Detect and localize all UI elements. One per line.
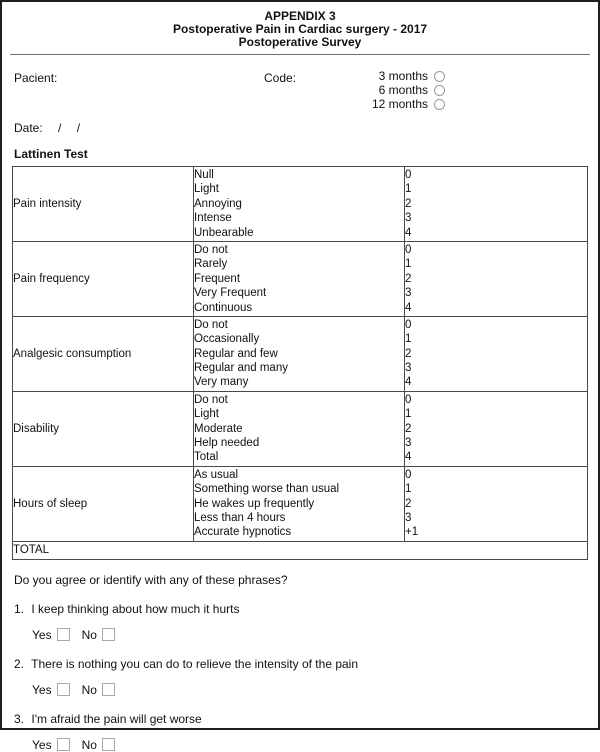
- question-text: There is nothing you can do to relieve the intensity of the pain: [31, 656, 359, 671]
- option-label: Null: [194, 169, 214, 181]
- code-options-group: [364, 69, 445, 111]
- row-category: Pain frequency: [13, 241, 194, 316]
- option-label: As usual: [194, 468, 239, 481]
- row-scores: [405, 241, 588, 316]
- option-label: Help needed: [194, 437, 260, 450]
- row-scores: [405, 167, 588, 242]
- question-1: [14, 602, 586, 616]
- row-scores: [405, 316, 588, 391]
- no-label: No: [81, 737, 97, 752]
- row-category: Pain intensity: [13, 167, 194, 242]
- option-label: Annoying: [194, 197, 242, 210]
- question-3-yes-checkbox[interactable]: [57, 738, 70, 751]
- question-1-answers: [32, 628, 586, 642]
- date-separator: /: [76, 121, 81, 135]
- option-label: Occasionally: [194, 333, 260, 346]
- option-score: 1: [405, 408, 412, 421]
- option-score: 0: [405, 169, 412, 181]
- option-label: Do not: [194, 243, 228, 256]
- question-3-answers: [32, 738, 586, 752]
- question-2-answers: [32, 683, 586, 697]
- question-2-no-checkbox[interactable]: [102, 683, 115, 696]
- document-header: [2, 10, 598, 49]
- option-label: Very Frequent: [194, 287, 267, 300]
- option-label: Very many: [194, 376, 249, 389]
- option-label: Regular and many: [194, 362, 288, 375]
- option-score: 4: [405, 376, 412, 389]
- row-options: [194, 167, 405, 242]
- row-category: Hours of sleep: [13, 466, 194, 541]
- radio-3-months[interactable]: [434, 71, 445, 82]
- questions-section: [14, 573, 586, 752]
- option-label: Light: [194, 408, 219, 421]
- option-label: He wakes up frequently: [194, 497, 315, 510]
- option-label: Unbearable: [194, 226, 254, 239]
- document-subtitle: Postoperative Survey: [238, 35, 362, 49]
- radio-12-months[interactable]: [434, 99, 445, 110]
- option-score: 3: [405, 362, 412, 375]
- question-2: [14, 657, 586, 671]
- option-label: Continuous: [194, 301, 253, 314]
- question-3: [14, 712, 586, 726]
- option-score: 0: [405, 468, 412, 481]
- radio-6-months[interactable]: [434, 85, 445, 96]
- question-3-no-checkbox[interactable]: [102, 738, 115, 751]
- option-label: Do not: [194, 393, 228, 406]
- document-title: Postoperative Pain in Cardiac surgery - 2017: [172, 22, 428, 36]
- table-row-hours-of-sleep: [13, 466, 588, 541]
- row-options: [194, 466, 405, 541]
- code-option-6-months: [364, 83, 445, 97]
- option-score: 0: [405, 393, 412, 406]
- option-label: Moderate: [194, 422, 243, 435]
- option-score: 0: [405, 318, 412, 331]
- option-score: 0: [405, 243, 412, 256]
- option-label: Regular and few: [194, 347, 278, 360]
- row-options: [194, 241, 405, 316]
- yes-label: Yes: [32, 627, 52, 642]
- row-options: [194, 316, 405, 391]
- question-1-no-checkbox[interactable]: [102, 628, 115, 641]
- question-1-yes-checkbox[interactable]: [57, 628, 70, 641]
- question-number: 2.: [14, 656, 25, 671]
- option-score: 2: [405, 422, 412, 435]
- row-category: Analgesic consumption: [13, 316, 194, 391]
- question-text: I'm afraid the pain will get worse: [31, 711, 202, 726]
- yes-label: Yes: [32, 737, 52, 752]
- option-score: 1: [405, 483, 412, 496]
- yes-label: Yes: [32, 682, 52, 697]
- questions-intro: Do you agree or identify with any of these phrases?: [14, 572, 288, 587]
- table-row-disability: [13, 391, 588, 466]
- code-option-3-months: [364, 69, 445, 83]
- patient-info-section: [14, 55, 586, 139]
- option-score: 2: [405, 497, 412, 510]
- option-score: 2: [405, 347, 412, 360]
- row-scores: [405, 466, 588, 541]
- patient-label: Pacient:: [14, 71, 58, 85]
- option-label: Light: [194, 183, 219, 196]
- no-label: No: [81, 682, 97, 697]
- row-scores: [405, 391, 588, 466]
- total-label: TOTAL: [13, 541, 588, 559]
- option-score: 3: [405, 287, 412, 300]
- option-score: 4: [405, 301, 412, 314]
- option-label: Less than 4 hours: [194, 511, 286, 524]
- option-score: 3: [405, 511, 412, 524]
- lattinen-test-title: Lattinen Test: [14, 147, 88, 161]
- option-label: Total: [194, 451, 219, 464]
- option-score: 2: [405, 197, 412, 210]
- date-field: [14, 121, 80, 135]
- code-label: Code:: [264, 71, 297, 85]
- table-row-pain-frequency: [13, 241, 588, 316]
- option-label: Frequent: [194, 272, 241, 285]
- appendix-title: APPENDIX 3: [264, 9, 336, 23]
- lattinen-table: [12, 166, 588, 560]
- row-options: [194, 391, 405, 466]
- table-row-total: [13, 541, 588, 559]
- option-score: 1: [405, 333, 412, 346]
- table-row-pain-intensity: [13, 167, 588, 242]
- option-score: 2: [405, 272, 412, 285]
- code-option-label: 6 months: [378, 83, 428, 97]
- option-score: 3: [405, 212, 412, 225]
- option-label: Something worse than usual: [194, 483, 340, 496]
- option-label: Rarely: [194, 258, 228, 271]
- option-score: 4: [405, 451, 412, 464]
- date-separator: /: [58, 121, 62, 135]
- question-text: I keep thinking about how much it hurts: [31, 601, 240, 616]
- option-score: 3: [405, 437, 412, 450]
- date-label: Date:: [14, 121, 43, 135]
- table-row-analgesic-consumption: [13, 316, 588, 391]
- row-category: Disability: [13, 391, 194, 466]
- option-label: Intense: [194, 212, 232, 225]
- option-label: Do not: [194, 318, 228, 331]
- option-score: +1: [405, 526, 419, 539]
- question-number: 1.: [14, 601, 25, 616]
- question-2-yes-checkbox[interactable]: [57, 683, 70, 696]
- option-label: Accurate hypnotics: [194, 526, 292, 539]
- option-score: 4: [405, 226, 412, 239]
- code-option-label: 3 months: [378, 69, 428, 83]
- option-score: 1: [405, 183, 412, 196]
- code-option-12-months: [364, 97, 445, 111]
- question-number: 3.: [14, 711, 25, 726]
- no-label: No: [81, 627, 97, 642]
- code-option-label: 12 months: [371, 97, 428, 111]
- option-score: 1: [405, 258, 412, 271]
